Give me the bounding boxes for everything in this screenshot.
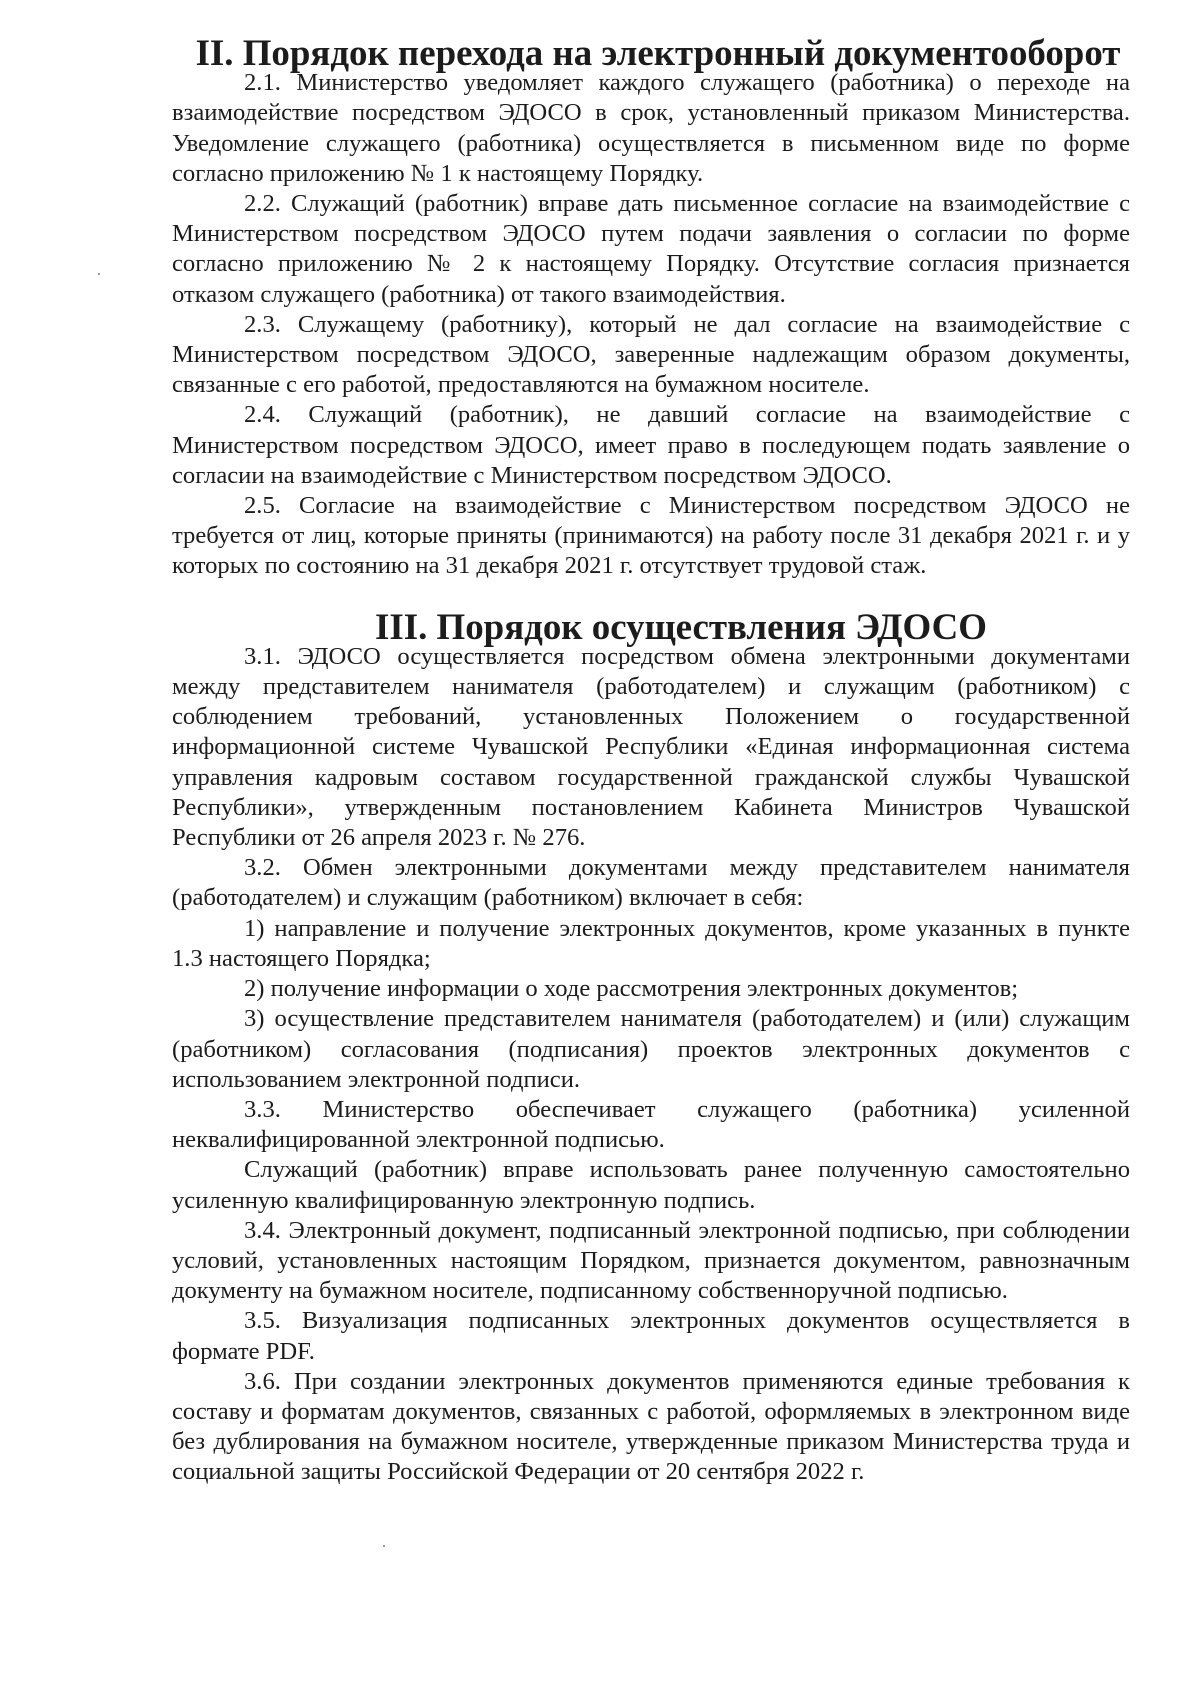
list-item-1: 1) направление и получение электронных документов, кроме указанных в пункте 1.3 настоящего Порядка; (172, 914, 1130, 972)
section-3-heading: III. Порядок осуществления ЭДОСО (375, 605, 987, 647)
paragraph-3-3: 3.3. Министерство обеспечивает служащего (работника) усиленной неквалифицированной электронной подписью. (172, 1095, 1130, 1154)
scan-speck-left (98, 273, 100, 275)
paragraph-3-3-continued: Служащий (работник) вправе использовать ранее полученную самостоятельно усиленную квалифицированную электронную подпись. (172, 1156, 1130, 1214)
paragraph-3-4: 3.4. Электронный документ, подписанный электронной подписью, при соблюдении условий, установленных настоящим Порядком, признается документом, равнозначным документу на бумажном носителе, подписанному собственноручной подписью. (172, 1216, 1130, 1305)
paragraph-3-6: 3.6. При создании электронных документов применяются единые требования к составу и форматам документов, связанных с работой, оформляемых в электронном виде без дублирования на бумажном носителе, утвержденные приказом Министерства труда и социальной защиты Российской Федерации от 20 сентября 2022 г. (172, 1367, 1130, 1486)
paragraph-3-5: 3.5. Визуализация подписанных электронных документов осуществляется в формате PDF. (172, 1307, 1130, 1365)
paragraph-3-2: 3.2. Обмен электронными документами между представителем нанимателя (работодателем) и служащим (работником) включает в себя: (172, 854, 1130, 912)
scan-speck-bottom (383, 1545, 385, 1547)
paragraph-2-2: 2.2. Служащий (работник) вправе дать письменное согласие на взаимодействие с Министерством посредством ЭДОСО путем подачи заявления о согласии по форме согласно приложению № 2 к настоящему Порядку. Отсутствие согласия признается отказом служащего (работника) от такого взаимодействия. (172, 190, 1130, 308)
paragraph-2-3: 2.3. Служащему (работнику), который не дал согласие на взаимодействие с Министерством посредством ЭДОСО, заверенные надлежащим образом документы, связанные с его работой, предоставляются на бумажном носителе. (172, 310, 1130, 399)
paragraph-3-1: 3.1. ЭДОСО осуществляется посредством обмена электронными документами между представителем нанимателя (работодателем) и служащим (работником) с соблюдением требований, установленных Положением о государственной информационной системе Чувашской Республики «Единая информационная система управления кадровым составом государственной гражданской службы Чувашской Республики», утвержденным постановлением Кабинета Министров Чувашской Республики от 26 апреля 2023 г. № 276. (172, 642, 1130, 852)
list-item-2: 2) получение информации о ходе рассмотрения электронных документов; (244, 975, 1019, 1003)
list-item-3: 3) осуществление представителем нанимателя (работодателем) и (или) служащим (работником) согласования (подписания) проектов электронных документов с использованием электронной подписи. (172, 1005, 1130, 1093)
paragraph-2-4: 2.4. Служащий (работник), не давший согласие на взаимодействие с Министерством посредством ЭДОСО, имеет право в последующем подать заявление о согласии на взаимодействие с Министерством посредством ЭДОСО. (172, 401, 1130, 489)
paragraph-2-5: 2.5. Согласие на взаимодействие с Министерством посредством ЭДОСО не требуется от лиц, которые приняты (принимаются) на работу после 31 декабря 2021 г. и у которых по состоянию на 31 декабря 2021 г. отсутствует трудовой стаж. (172, 492, 1130, 580)
paragraph-2-1: 2.1. Министерство уведомляет каждого служащего (работника) о переходе на взаимодействие посредством ЭДОСО в срок, установленный приказом Министерства. Уведомление служащего (работника) осуществляется в письменном виде по форме согласно приложению № 1 к настоящему Порядку. (172, 69, 1130, 187)
document-page (172, 32, 1130, 1488)
section-2-heading: II. Порядок перехода на электронный документооборот (195, 32, 1121, 73)
